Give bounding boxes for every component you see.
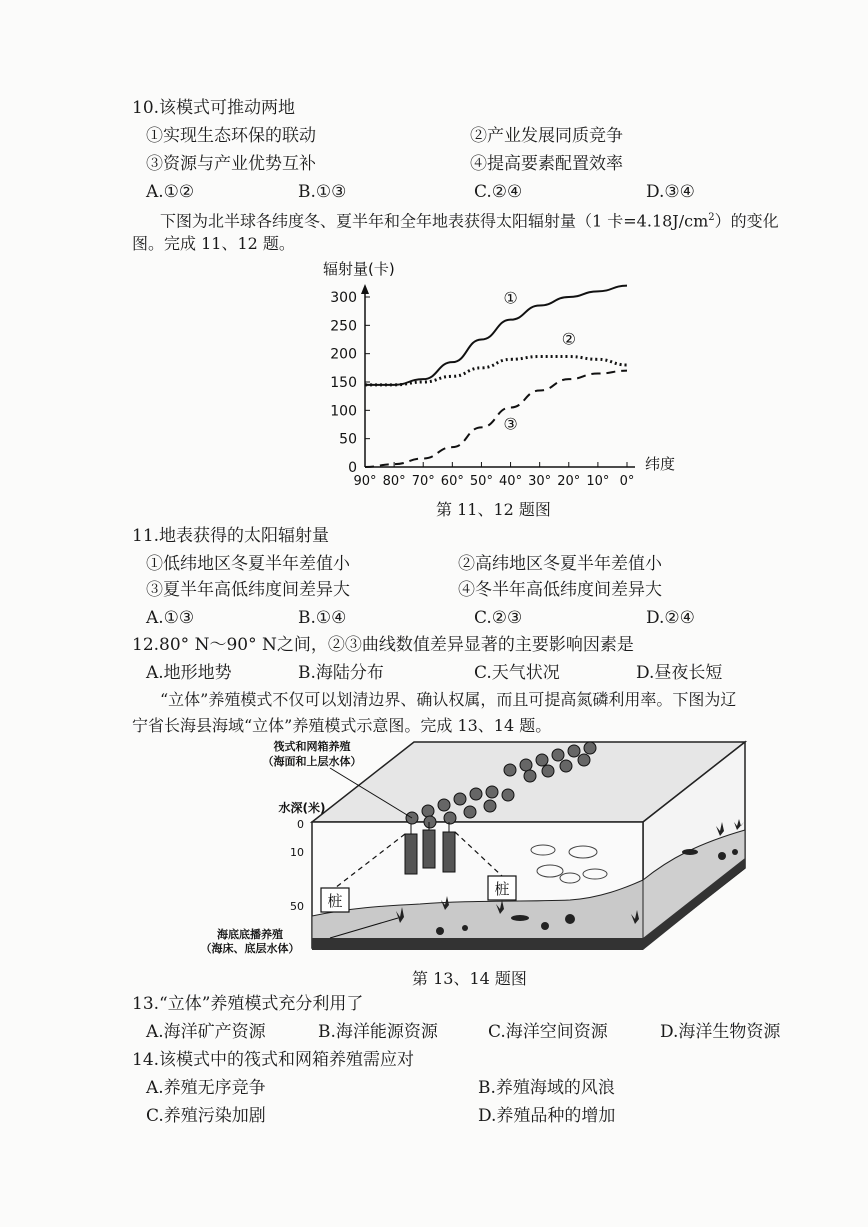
- q14-option-c: C.养殖污染加剧: [146, 1106, 266, 1126]
- y-tick-label: 0: [348, 460, 357, 476]
- q11-statement-2: ②高纬地区冬夏半年差值小: [458, 554, 662, 574]
- y-axis-label: 辐射量(卡): [323, 260, 395, 278]
- x-axis-label: 纬度: [645, 455, 676, 473]
- y-tick-label: 100: [330, 403, 357, 420]
- chart-caption: 第 11、12 题图: [436, 500, 551, 519]
- x-tick-label: 60°: [440, 474, 464, 489]
- x-tick-label: 30°: [528, 474, 552, 489]
- q12-stem: 12.80° N～90° N之间，②③曲线数值差异显著的主要影响因素是: [132, 635, 634, 655]
- q10-option-b: B.①③: [298, 182, 347, 202]
- q14-option-d: D.养殖品种的增加: [478, 1106, 616, 1126]
- pile-right-label: 桩: [494, 880, 510, 898]
- x-tick-label: 0°: [619, 474, 635, 489]
- q14-option-b: B.养殖海域的风浪: [478, 1078, 615, 1098]
- label-seabed: 海底底播养殖: [217, 928, 283, 941]
- y-tick-label: 50: [339, 431, 357, 448]
- q14-stem: 14.该模式中的筏式和网箱养殖需应对: [132, 1050, 415, 1070]
- series-line-1: [365, 286, 627, 385]
- q10-option-a: A.①②: [146, 182, 195, 202]
- q11-statement-3: ③夏半年高低纬度间差异大: [146, 580, 350, 600]
- depth-tick-50: 50: [290, 900, 304, 913]
- q10-stem: 10.该模式可推动两地: [132, 98, 296, 118]
- series-label-2: ②: [561, 329, 576, 349]
- q13-option-c: C.海洋空间资源: [488, 1022, 608, 1042]
- radiation-chart: [0, 250, 868, 540]
- q10-statement-2: ②产业发展同质竞争: [470, 126, 623, 146]
- q10-option-c: C.②④: [474, 182, 523, 202]
- aquaculture-diagram: [0, 738, 868, 968]
- depth-tick-10: 10: [290, 846, 304, 859]
- q10-statement-4: ④提高要素配置效率: [470, 154, 623, 174]
- label-seabed-sub: （海床、底层水体）: [200, 942, 300, 955]
- x-tick-label: 40°: [499, 474, 523, 489]
- q12-option-c: C.天气状况: [474, 663, 560, 683]
- label-raft-cage: 筏式和网箱养殖: [273, 740, 351, 753]
- q12-option-a: A.地形地势: [146, 663, 232, 683]
- x-tick-label: 90°: [353, 474, 377, 489]
- intro-13-line2: 宁省长海县海域“立体”养殖模式示意图。完成 13、14 题。: [132, 716, 552, 735]
- series-line-3: [365, 371, 627, 467]
- y-axis-arrow: [361, 284, 369, 294]
- label-raft-cage-sub: （海面和上层水体）: [262, 755, 362, 768]
- intro-11-line1: 下图为北半球各纬度冬、夏半年和全年地表获得太阳辐射量（1 卡$=4.18J/cm^2$）的变化: [160, 211, 779, 231]
- y-tick-label: 250: [330, 318, 357, 335]
- q13-option-b: B.海洋能源资源: [318, 1022, 438, 1042]
- y-tick-label: 150: [330, 375, 357, 391]
- series-label-3: ③: [503, 414, 518, 434]
- x-tick-label: 10°: [586, 474, 610, 489]
- bedrock-layer: [312, 938, 643, 950]
- q13-option-a: A.海洋矿产资源: [146, 1022, 266, 1042]
- q12-option-d: D.昼夜长短: [636, 663, 723, 683]
- q12-option-b: B.海陆分布: [298, 663, 384, 683]
- y-tick-label: 200: [330, 346, 357, 363]
- q11-stem: 11.地表获得的太阳辐射量: [132, 526, 330, 546]
- x-tick-label: 70°: [411, 474, 435, 489]
- q11-statement-4: ④冬半年高低纬度间差异大: [458, 580, 662, 600]
- q13-stem: 13.“立体”养殖模式充分利用了: [132, 994, 364, 1014]
- series-label-1: ①: [503, 288, 518, 308]
- q14-option-a: A.养殖无序竞争: [146, 1078, 266, 1098]
- q11-option-d: D.②④: [646, 608, 695, 628]
- x-tick-label: 50°: [469, 474, 493, 489]
- x-tick-label: 20°: [557, 474, 581, 489]
- intro-11-line2: 图。完成 11、12 题。: [132, 234, 295, 253]
- series-line-2: [365, 357, 627, 385]
- diagram-caption: 第 13、14 题图: [412, 969, 527, 988]
- intro-13-line1: “立体”养殖模式不仅可以划清边界、确认权属，而且可提高氮磷利用率。下图为辽: [160, 690, 737, 709]
- q10-option-d: D.③④: [646, 182, 695, 202]
- y-tick-label: 300: [330, 290, 357, 306]
- pile-left-label: 桩: [327, 892, 343, 910]
- depth-tick-0: 0: [297, 818, 304, 831]
- q11-option-a: A.①③: [146, 608, 195, 628]
- q11-statement-1: ①低纬地区冬夏半年差值小: [146, 554, 350, 574]
- q13-option-d: D.海洋生物资源: [660, 1022, 781, 1042]
- q11-option-c: C.②③: [474, 608, 523, 628]
- x-tick-label: 80°: [382, 474, 406, 489]
- q11-option-b: B.①④: [298, 608, 347, 628]
- q10-statement-3: ③资源与产业优势互补: [146, 154, 316, 174]
- label-water-depth: 水深(米): [278, 801, 326, 815]
- q10-statement-1: ①实现生态环保的联动: [146, 126, 316, 146]
